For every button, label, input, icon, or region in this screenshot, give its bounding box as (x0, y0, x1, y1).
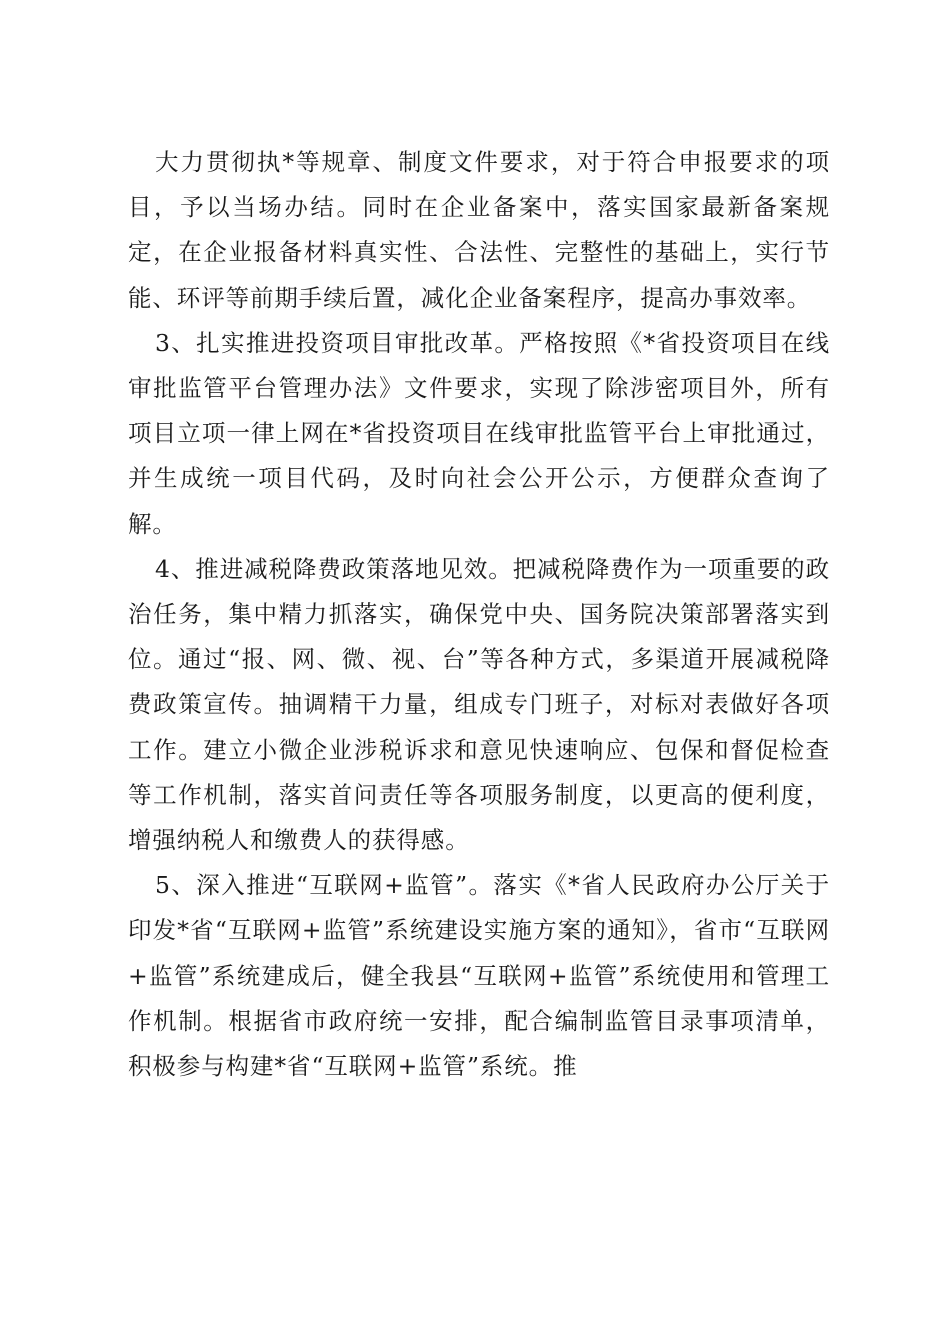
document-body (128, 140, 830, 1089)
paragraph-item-5: 5、深入推进“互联网+监管”。落实《*省人民政府办公厅关于印发*省“互联网+监管”系统建设实施方案的通知》，省市“互联网+监管”系统建成后，健全我县“互联网+监管”系统使用和管理工作机制。根据省市政府统一安排，配合编制监管目录事项清单，积极参与构建*省“互联网+监管”系统。推 (128, 871, 830, 1081)
paragraph-item-3: 3、扎实推进投资项目审批改革。严格按照《*省投资项目在线审批监管平台管理办法》文件要求，实现了除涉密项目外，所有项目立项一律上网在*省投资项目在线审批监管平台上审批通过，并生成统一项目代码，及时向社会公开公示，方便群众查询了解。 (128, 328, 830, 538)
paragraph-continuation: 大力贯彻执*等规章、制度文件要求，对于符合申报要求的项目，予以当场办结。同时在企业备案中，落实国家最新备案规定，在企业报备材料真实性、合法性、完整性的基础上，实行节能、环评等前期手续后置，减化企业备案程序，提高办事效率。 (128, 148, 830, 312)
paragraph-item-4: 4、推进减税降费政策落地见效。把减税降费作为一项重要的政治任务，集中精力抓落实，确保党中央、国务院决策部署落实到位。通过“报、网、微、视、台”等各种方式，多渠道开展减税降费政策宣传。抽调精干力量，组成专门班子，对标对表做好各项工作。建立小微企业涉税诉求和意见快速响应、包保和督促检查等工作机制，落实首问责任等各项服务制度，以更高的便利度，增强纳税人和缴费人的获得感。 (128, 554, 830, 855)
